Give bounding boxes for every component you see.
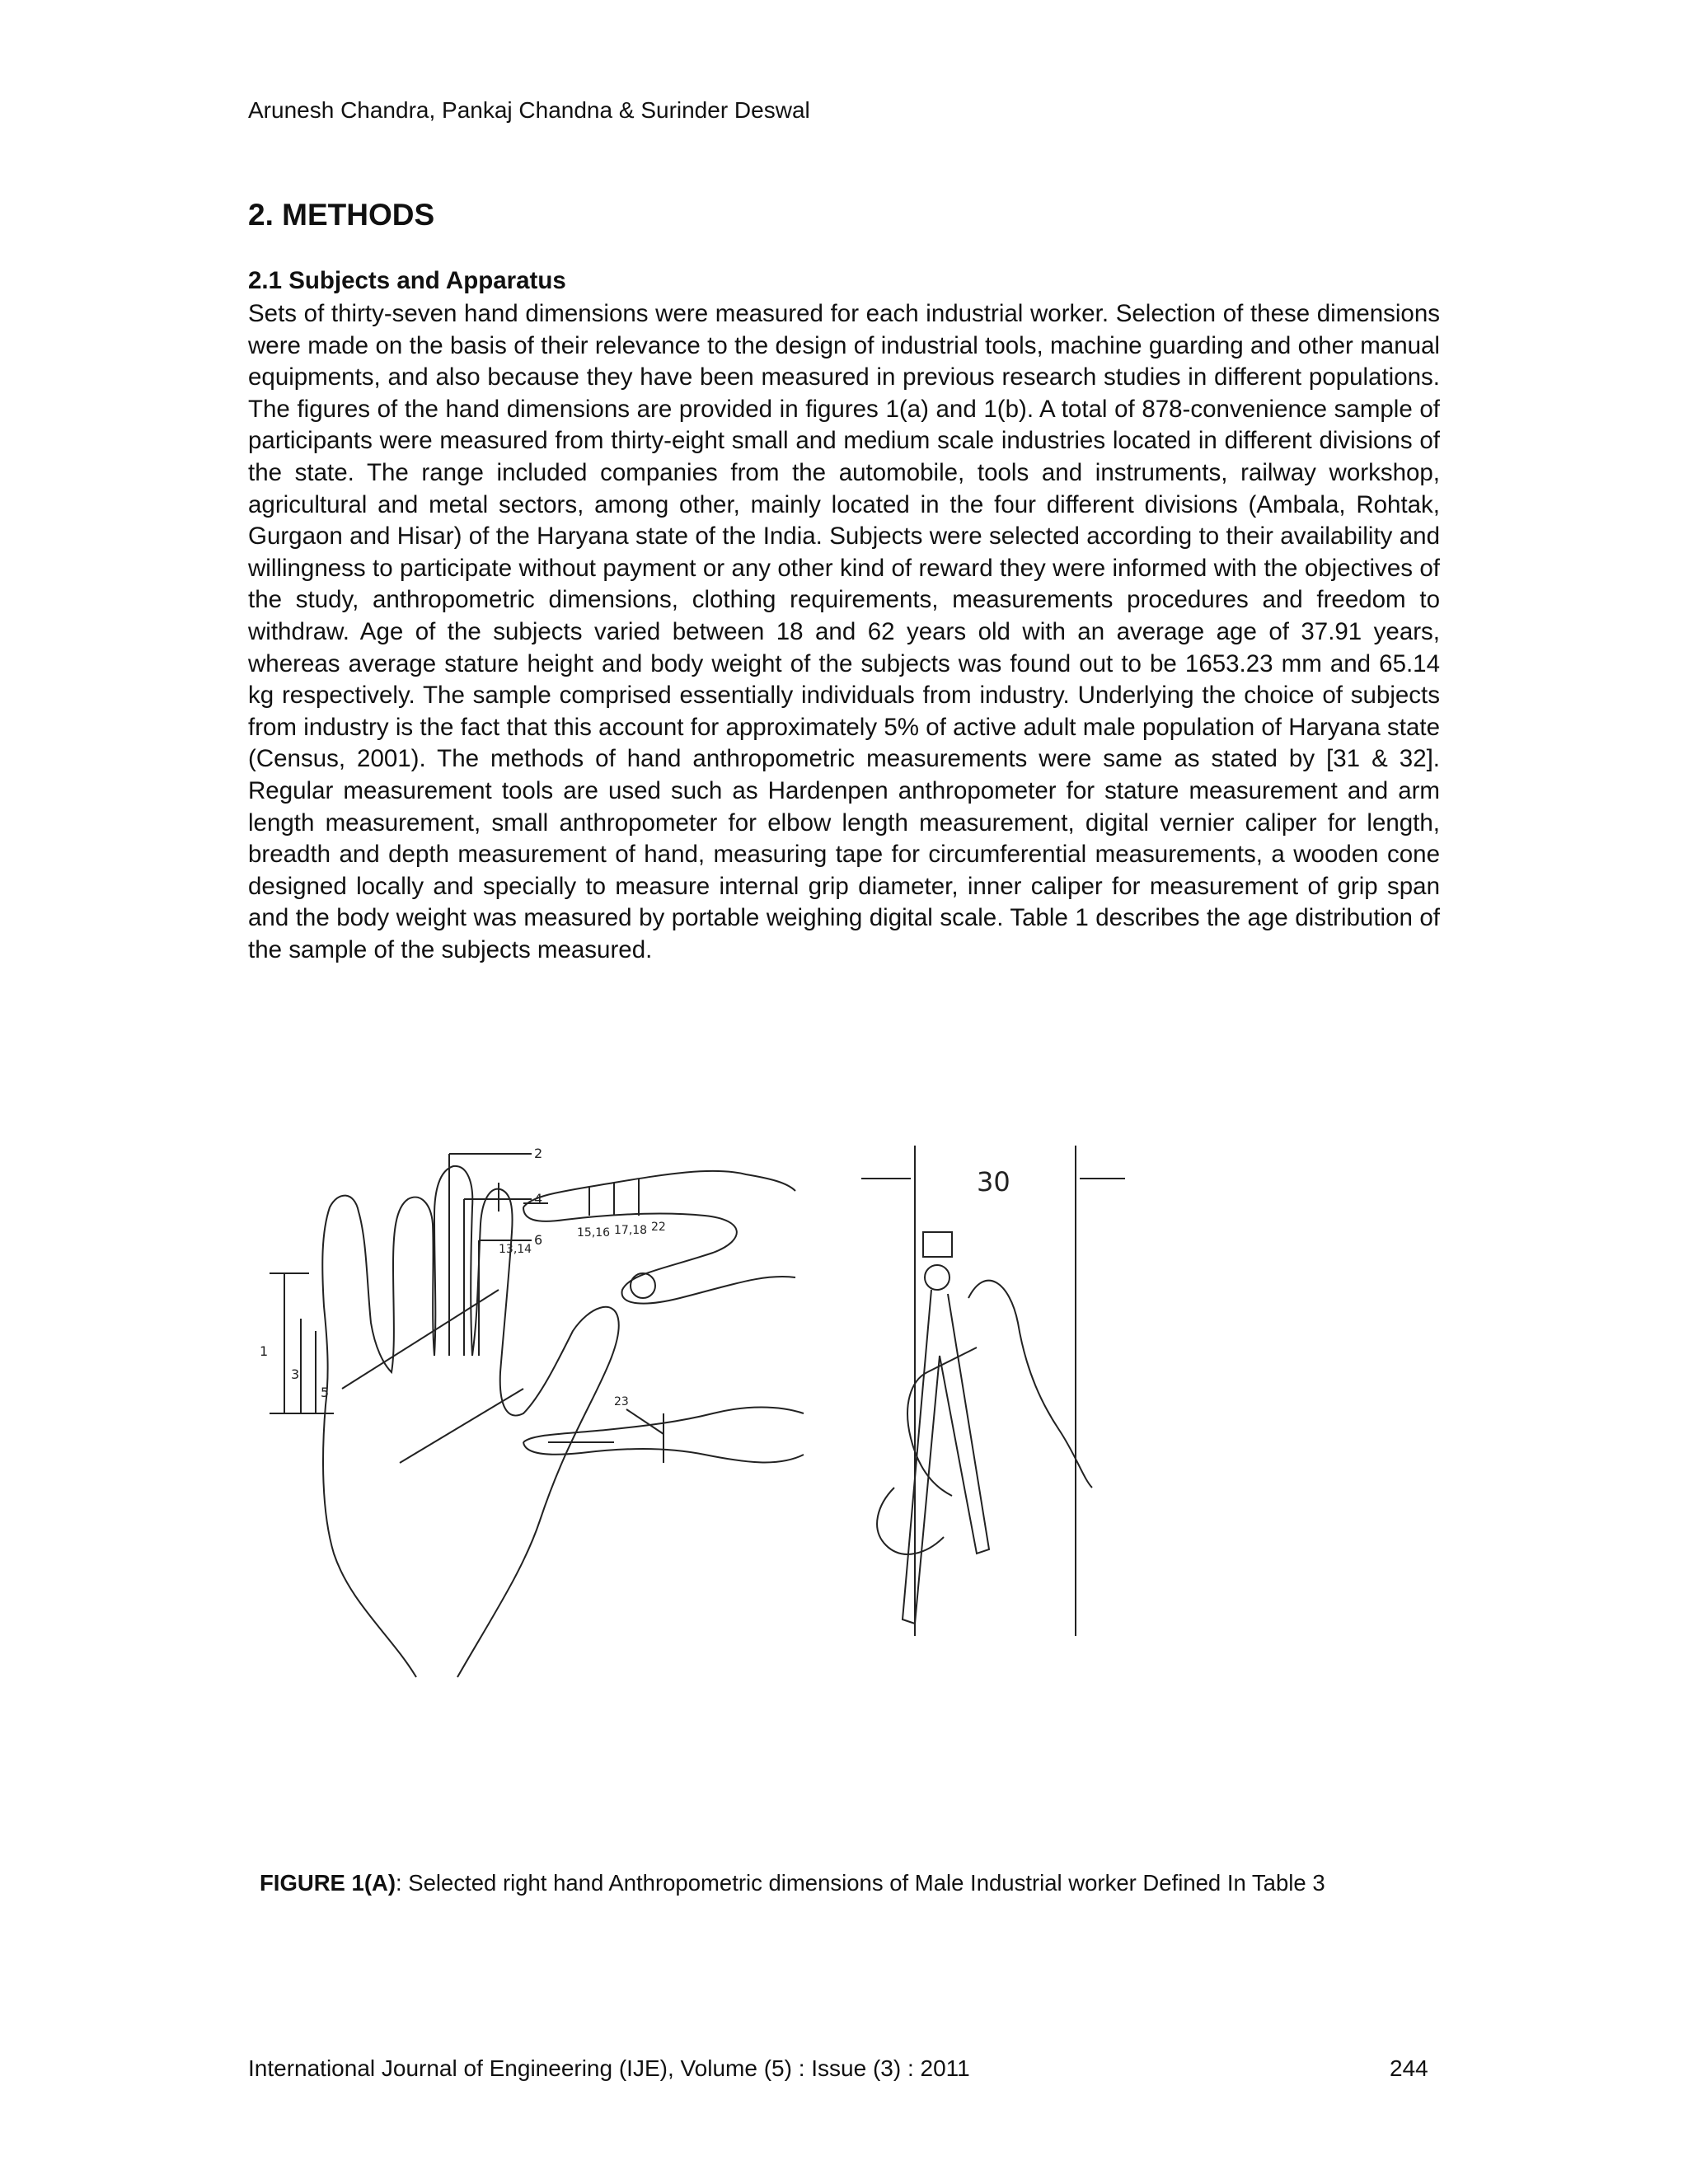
label-17-18: 17,18 — [614, 1224, 648, 1237]
figure-caption-text: : Selected right hand Anthropometric dimensions of Male Industrial worker Defined In Table 3 — [396, 1870, 1325, 1896]
grip-drawing — [861, 1146, 1125, 1636]
label-2: 2 — [534, 1146, 543, 1161]
label-23: 23 — [614, 1395, 629, 1408]
subsection-title: 2.1 Subjects and Apparatus — [248, 267, 566, 294]
label-5: 5 — [321, 1385, 330, 1400]
label-1: 1 — [260, 1343, 269, 1359]
label-6: 6 — [534, 1232, 543, 1248]
journal-footer: International Journal of Engineering (IJE), Volume (5) : Issue (3) : 2011 — [248, 2055, 970, 2081]
hand-dimensions-figure — [251, 1141, 1442, 1685]
label-30: 30 — [977, 1166, 1010, 1197]
side-view-top-drawing — [499, 1171, 795, 1304]
side-view-bottom-drawing — [523, 1395, 804, 1463]
running-header: Arunesh Chandra, Pankaj Chandna & Surinder Deswal — [248, 97, 810, 123]
figure-caption-label: FIGURE 1(A) — [260, 1870, 396, 1896]
label-15-16: 15,16 — [577, 1226, 611, 1240]
figure-caption — [260, 1870, 1325, 1896]
body-paragraph: Sets of thirty-seven hand dimensions were measured for each industrial worker. Selection of these dimensions were made on the basis of their relevance to the design of industrial tools, machine guarding and other manual equipments, and also because they have been measured in previous research studies in different populations. The figures of the hand dimensions are provided in figures 1(a) and 1(b). A total of 878-convenience sample of participants were measured from thirty-eight small and medium scale industries located in different divisions of the state. The range included companies from the automobile, tools and instruments, railway workshop, agricultural and metal sectors, among other, mainly located in the four different divisions (Ambala, Rohtak, Gurgaon and Hisar) of the Haryana state of the India. Subjects were selected according to their availability and willingness to participate without payment or any other kind of reward they were informed with the objectives of the study, anthropometric dimensions, clothing requirements, measurements procedures and freedom to withdraw. Age of the subjects varied between 18 and 62 years old with an average age of 37.91 years, whereas average stature height and body weight of the subjects was found out to be 1653.23 mm and 65.14 kg respectively. The sample comprised essentially individuals from industry. Underlying the choice of subjects from industry is the fact that this account for approximately 5% of active adult male population of Haryana state (Census, 2001). The methods of hand anthropometric measurements were same as stated by [31 & 32]. Regular measurement tools are used such as Hardenpen anthropometer for stature measurement and arm length measurement, small anthropometer for elbow length measurement, digital vernier caliper for length, breadth and depth measurement of hand, measuring tape for circumferential measurements, a wooden cone designed locally and specially to measure internal grip diameter, inner caliper for measurement of grip span and the body weight was measured by portable weighing digital scale. Table 1 describes the age distribution of the sample of the subjects measured. — [248, 300, 1440, 963]
label-13-14: 13,14 — [499, 1243, 532, 1256]
label-22: 22 — [651, 1221, 666, 1234]
label-4: 4 — [534, 1191, 543, 1207]
page-number: 244 — [1390, 2055, 1428, 2081]
section-title: 2. METHODS — [248, 198, 435, 232]
label-3: 3 — [291, 1366, 300, 1382]
palm-drawing — [260, 1146, 619, 1677]
